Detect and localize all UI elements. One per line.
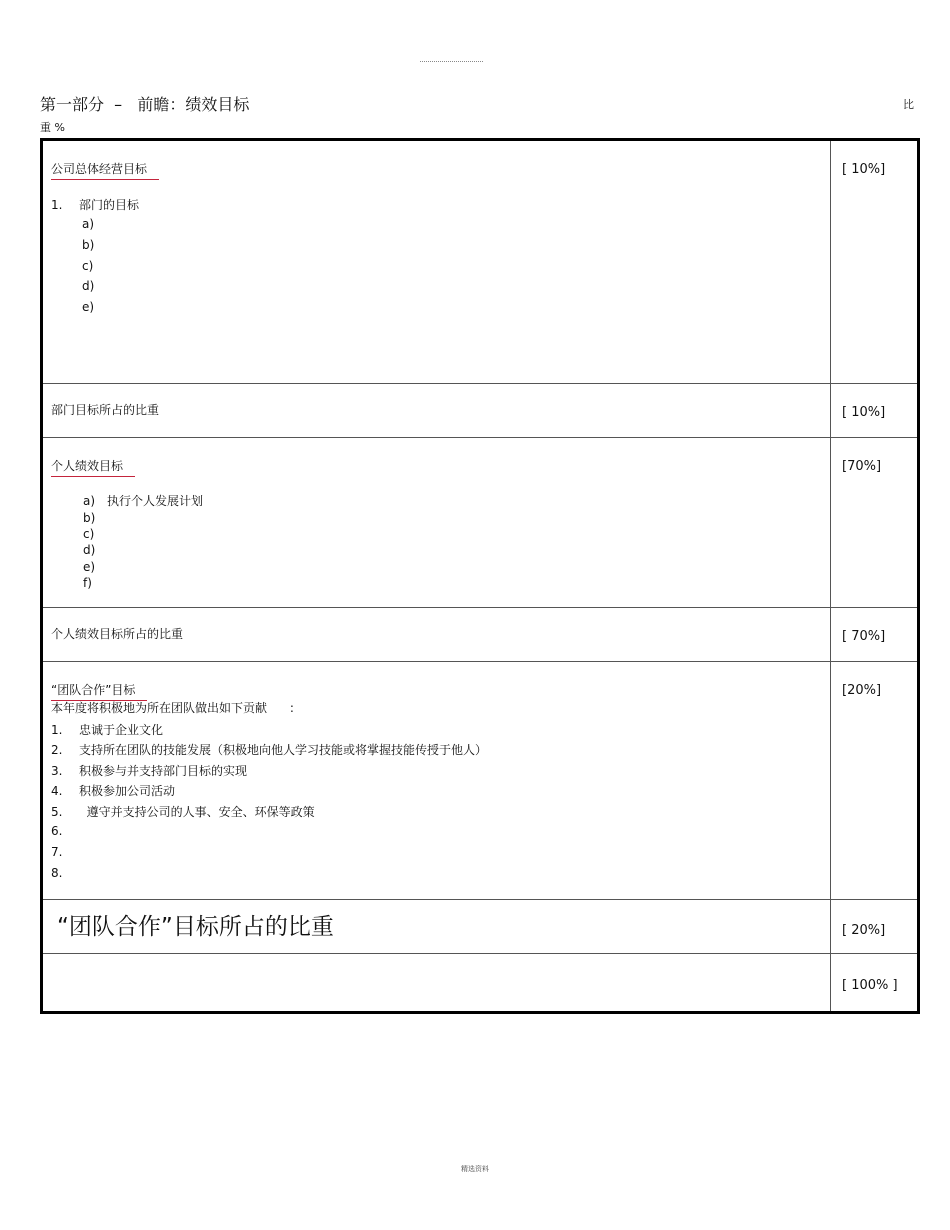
item-text: 遵守并支持公司的人事、安全、环保等政策 — [79, 805, 315, 819]
item-number: 1. — [51, 723, 63, 737]
team-weight-label: “团队合作”目标所占的比重 — [57, 914, 334, 940]
dept-weight-cell — [43, 384, 831, 437]
item-number: 7. — [51, 845, 63, 859]
sub-item: f) — [83, 576, 92, 590]
weight-cell — [831, 954, 917, 1011]
weight-column-header-cont: 重 % — [40, 121, 65, 134]
weight-value: [ 20%] — [842, 923, 886, 938]
item-text: 积极参与并支持部门目标的实现 — [79, 764, 248, 778]
sub-item-label: a) — [83, 494, 96, 508]
item-text: 支持所在团队的技能发展（积极地向他人学习技能或将掌握技能传授于他人） — [79, 743, 488, 757]
sub-item — [83, 492, 203, 509]
weight-value: [ 10%] — [842, 405, 886, 420]
page-title: 第一部分 – 前瞻：绩效目标 — [40, 95, 250, 114]
item-text: 忠诚于企业文化 — [79, 723, 164, 737]
top-dotted-rule — [420, 61, 483, 62]
sub-item: a) — [82, 217, 95, 231]
weight-value: [70%] — [842, 459, 882, 474]
total-row — [43, 953, 917, 1011]
sub-item: c) — [83, 527, 95, 541]
list-item — [51, 845, 79, 859]
list-item — [51, 782, 175, 799]
item-number: 8. — [51, 866, 63, 880]
weight-column-header: 比 — [903, 98, 914, 111]
list-item — [51, 721, 163, 738]
weight-cell — [831, 608, 917, 661]
sub-item: e) — [83, 560, 96, 574]
dept-weight-label: 部门目标所占的比重 — [51, 403, 160, 417]
dept-goal-label: 部门的目标 — [79, 198, 140, 212]
weight-cell — [831, 141, 917, 383]
sub-item-text: 执行个人发展计划 — [107, 494, 204, 508]
team-weight-row — [43, 899, 917, 953]
list-item — [51, 762, 247, 779]
company-goals-row — [43, 141, 917, 383]
personal-weight-row — [43, 607, 917, 661]
personal-goals-heading: 个人绩效目标 — [51, 457, 135, 477]
team-goals-row — [43, 661, 917, 899]
sub-item: c) — [82, 259, 94, 273]
list-item — [51, 866, 79, 880]
total-weight-value: [ 100% ] — [842, 978, 898, 993]
total-label-cell — [43, 954, 831, 1011]
item-text: 积极参加公司活动 — [79, 784, 176, 798]
weight-value: [ 10%] — [842, 162, 886, 177]
team-goals-cell — [43, 662, 831, 899]
team-goals-heading: “团队合作”目标 — [51, 681, 147, 701]
weight-cell — [831, 900, 917, 953]
personal-weight-cell — [43, 608, 831, 661]
item-number: 2. — [51, 743, 63, 757]
item-number: 5. — [51, 805, 63, 819]
weight-cell — [831, 438, 917, 607]
team-goals-intro: 本年度将积极地为所在团队做出如下贡献 : — [51, 701, 294, 715]
sub-item: b) — [83, 511, 96, 525]
list-item — [51, 196, 139, 213]
personal-goals-cell — [43, 438, 831, 607]
goal-table — [40, 138, 920, 1014]
company-goals-heading: 公司总体经营目标 — [51, 160, 159, 180]
weight-cell — [831, 662, 917, 899]
list-item — [51, 824, 79, 838]
weight-value: [20%] — [842, 683, 882, 698]
dept-weight-row — [43, 383, 917, 437]
personal-goals-row — [43, 437, 917, 607]
list-item — [51, 741, 487, 758]
sub-item: e) — [82, 300, 95, 314]
item-number: 3. — [51, 764, 63, 778]
personal-weight-label: 个人绩效目标所占的比重 — [51, 627, 184, 641]
weight-value: [ 70%] — [842, 629, 886, 644]
item-number: 1. — [51, 198, 63, 212]
weight-cell — [831, 384, 917, 437]
sub-item: b) — [82, 238, 95, 252]
company-goals-cell — [43, 141, 831, 383]
item-number: 4. — [51, 784, 63, 798]
team-weight-cell — [43, 900, 831, 953]
list-item — [51, 803, 315, 820]
sub-item: d) — [82, 279, 95, 293]
footer-text: 精选资料 — [461, 1165, 489, 1173]
item-number: 6. — [51, 824, 63, 838]
sub-item: d) — [83, 543, 96, 557]
